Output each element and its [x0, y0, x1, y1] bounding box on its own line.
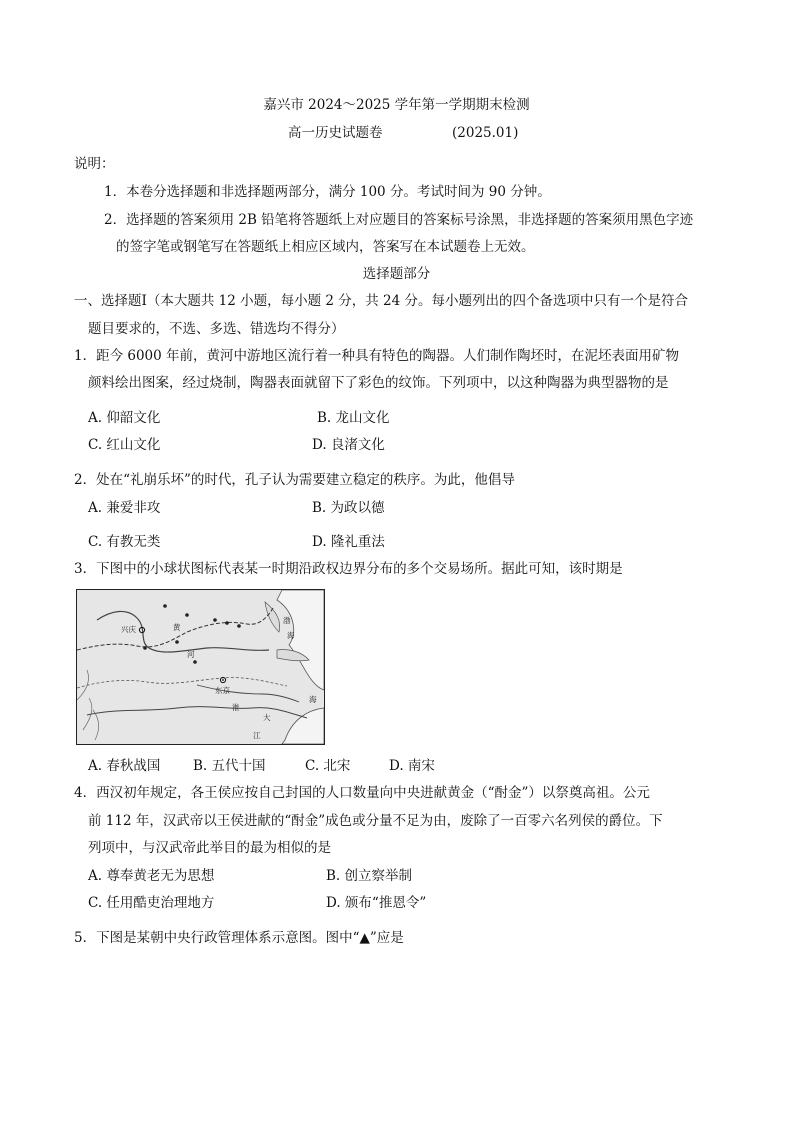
- instruction-item-2-line-2: 的签字笔或钢笔写在答题纸上相应区域内，答案写在本试题卷上无效。: [116, 239, 535, 255]
- question-3-option-d: D. 南宋: [389, 758, 435, 774]
- part-instructions-line-1: 一、选择题Ⅰ（本大题共 12 小题，每小题 2 分，共 24 分。每小题列出的四个备选项中只有一个是符合: [74, 293, 689, 309]
- map-label-bo: 渤: [283, 616, 291, 625]
- question-1-option-b: B. 龙山文化: [317, 410, 390, 426]
- historical-border-map: [77, 590, 324, 744]
- question-1-option-a: A. 仰韶文化: [88, 410, 161, 426]
- map-label-hai: 海: [287, 631, 295, 640]
- instructions-heading: 说明：: [74, 156, 115, 172]
- question-2-option-a: A. 兼爱非攻: [88, 500, 161, 516]
- exam-title: 嘉兴市 2024～2025 学年第一学期期末检测: [263, 97, 530, 113]
- question-3-option-b: B. 五代十国: [193, 758, 266, 774]
- question-3-option-c: C. 北宋: [305, 758, 351, 774]
- question-4-option-b: B. 创立察举制: [326, 868, 413, 884]
- question-2-stem: 2．处在“礼崩乐坏”的时代，孔子认为需要建立稳定的秩序。为此，他倡导: [74, 472, 515, 488]
- instruction-item-1: 1．本卷分选择题和非选择题两部分，满分 100 分。考试时间为 90 分钟。: [104, 184, 551, 200]
- map-label-huang: 黄: [173, 623, 181, 632]
- question-4-option-c: C. 任用酷吏治理地方: [88, 895, 215, 911]
- section-title: 选择题部分: [362, 266, 431, 282]
- instruction-item-2-line-1: 2．选择题的答案须用 2B 铅笔将答题纸上对应题目的答案标号涂黑，非选择题的答案须用黑色字迹: [104, 212, 694, 228]
- exam-subtitle: 高一历史试题卷: [288, 125, 383, 141]
- question-3-stem: 3．下图中的小球状图标代表某一时期沿政权边界分布的多个交易场所。据此可知，该时期是: [74, 561, 623, 577]
- question-2-option-d: D. 隆礼重法: [312, 534, 385, 550]
- map-label-hai-2: 海: [309, 695, 317, 704]
- question-4-option-d: D. 颁布“推恩令”: [326, 895, 427, 911]
- question-1-option-d: D. 良渚文化: [312, 437, 385, 453]
- map-label-jiang: 江: [253, 731, 261, 740]
- question-4-stem-line-1: 4．西汉初年规定，各王侯应按自己封国的人口数量向中央进献黄金（“酎金”）以祭奠高祖。公元: [74, 785, 650, 801]
- question-4-stem-line-2: 前 112 年，汉武帝以王侯进献的“酎金”成色或分量不足为由，废除了一百零六名列侯的爵位。下: [88, 813, 663, 829]
- question-3-map: [76, 589, 325, 745]
- question-1-option-c: C. 红山文化: [88, 437, 161, 453]
- question-1-stem-line-1: 1．距今 6000 年前，黄河中游地区流行着一种具有特色的陶器。人们制作陶坯时，在泥坯表面用矿物: [74, 348, 680, 364]
- question-2-option-c: C. 有教无类: [88, 534, 161, 550]
- question-2-option-b: B. 为政以德: [312, 500, 385, 516]
- map-label-da: 大: [263, 713, 271, 722]
- question-3-option-a: A. 春秋战国: [88, 758, 161, 774]
- map-label-dongjing: 东京: [215, 686, 230, 695]
- question-5-stem: 5．下图是某朝中央行政管理体系示意图。图中“▲”应是: [74, 930, 404, 946]
- question-1-stem-line-2: 颜料绘出图案，经过烧制，陶器表面就留下了彩色的纹饰。下列项中，以这种陶器为典型器物的是: [88, 375, 669, 391]
- map-label-xingqing: 兴庆: [121, 625, 136, 634]
- part-instructions-line-2: 题目要求的，不选、多选、错选均不得分）: [88, 321, 345, 337]
- exam-date: (2025.01): [452, 125, 519, 141]
- question-4-option-a: A. 尊奉黄老无为思想: [88, 868, 215, 884]
- map-label-huai: 淮: [232, 703, 240, 712]
- question-4-stem-line-3: 列项中，与汉武帝此举目的最为相似的是: [88, 840, 331, 856]
- map-label-he: 河: [187, 650, 195, 659]
